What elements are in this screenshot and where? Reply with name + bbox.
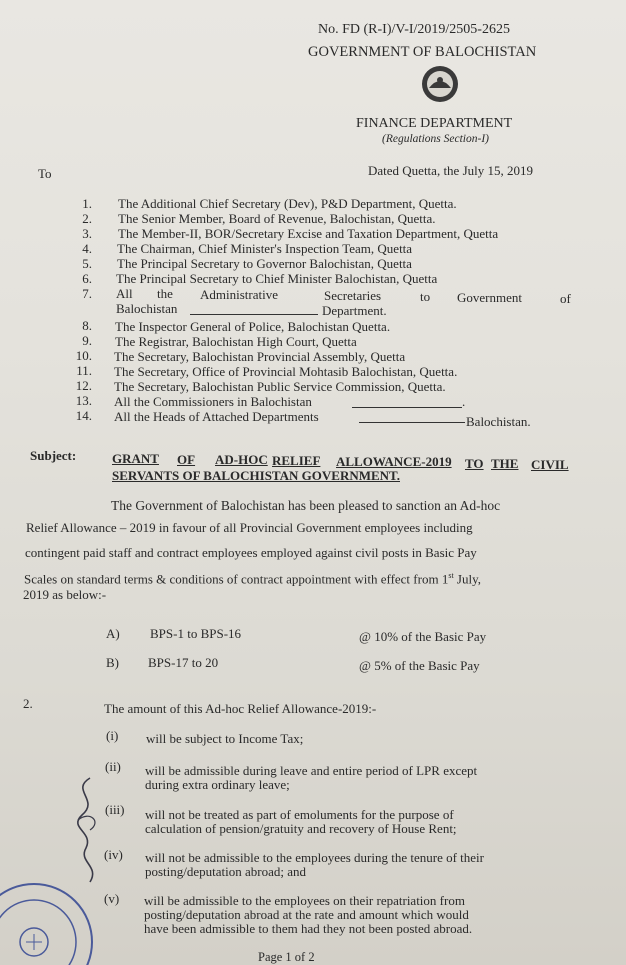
to-label: To (38, 166, 52, 181)
dated-line: Dated Quetta, the July 15, 2019 (368, 163, 533, 178)
department-title: FINANCE DEPARTMENT (356, 116, 513, 131)
reference-number: No. FD (R-I)/V-I/2019/2505-2625 (318, 22, 510, 37)
government-title: GOVERNMENT OF BALOCHISTAN (308, 44, 537, 60)
paragraph-2-number: 2. (23, 696, 33, 711)
subject-label: Subject: (30, 448, 77, 463)
signature-icon (60, 770, 120, 890)
government-logo-icon (420, 64, 460, 104)
section-title: (Regulations Section-I) (382, 133, 489, 145)
paragraph-2-intro: The amount of this Ad-hoc Relief Allowance-2019:- (104, 701, 377, 716)
document-page: No. FD (R-I)/V-I/2019/2505-2625 GOVERNMENT OF BALOCHISTAN FINANCE DEPARTMENT (Regulations Section-I) To Dated Quetta, the July 15, 2019 1. The Additional Chief Secretary (Dev), P&D Department, Quetta. 2. The Senior Member, Board of Revenue, Balochistan, Quetta. 3. The Member-II, BOR/Secretary Excise and Taxation Department, Quetta 4. The Chairman, Chief Minister's Inspection Team, Quetta 5. The Principal Secretary to Governor Balochistan, Quetta 6. The Principal Secretary to Chief Minister Balochistan, Quetta 7. All the Administrative Secretaries to Government of Balochistan Department. 8. The Inspector General of Police, Balochistan Quetta. 9. The Registrar, Balochistan High Court, Quetta 10. The Secretary, Balochistan Provincial Assembly, Quetta 11. The Secretary, Office of Provincial Mohtasib Balochistan, Quetta. 12. The Secretary, Balochistan Public Service Commission, Quetta. 13. All the Commissioners in Balochistan . 14. All the Heads of Attached Departments Balochistan. Subject: GRANT OF AD-HOC RELIEF ALLOWANCE-2019 TO THE CIVIL SERVANTS OF BALOCHISTAN GOVERNMENT. The Government of Balochistan has been pleased to sanction an Ad-hoc Relief Allowance – 2019 in favour of all Provincial Government employees including contingent paid staff and contract employees employed against civil posts in Basic Pay Scales on standard terms & conditions of contract appointment with effect from 1st July, 2019 as below:- A) BPS-1 to BPS-16 @ 10% of the Basic Pay B) BPS-17 to 20 @ 5% of the Basic Pay 2. The amount of this Ad-hoc Relief Allowance-2019:- (i) will be subject to Income Tax; (ii) will be admissible during leave and entire period of LPR except during extra ordinary leave; (iii) will not be treated as part of emoluments for the purpose of calculation of pension/gratuity and recovery of House Rent; (iv) will not be admissible to the employees during the tenure of their posting/deputation abroad; and (v) will be admissible to the employees on their repatriation from posting/deputation abroad at the rate and amount which would have been admissible to them had they not been posted abroad. Page 1 of 2 (0, 0, 626, 965)
page-number: Page 1 of 2 (258, 950, 315, 964)
official-stamp-icon (0, 880, 97, 965)
